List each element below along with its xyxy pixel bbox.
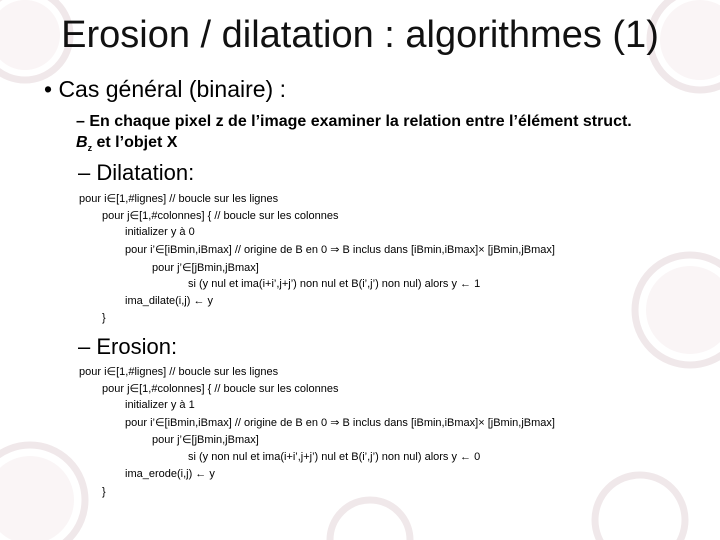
erosion-line: ima_erode(i,j) ← y — [125, 468, 215, 480]
bullet-general-case: • Cas général (binaire) : — [44, 76, 286, 102]
dilatation-line: ima_dilate(i,j) ← y — [125, 295, 214, 307]
object-x-text: et l’objet X — [92, 134, 178, 151]
slide-title: Erosion / dilatation : algorithmes (1) — [61, 14, 659, 56]
erosion-line: } — [102, 486, 106, 498]
b-symbol: B — [76, 134, 88, 151]
dilatation-line: si (y nul et ima(i+i’,j+j’) non nul et B(i’,j’) non nul) alors y ← 1 — [188, 278, 481, 290]
erosion-line: pour i’∈[iBmin,iBmax] // origine de B en 0 ⇒ B inclus dans [iBmin,iBmax]× [jBmin,jBmax] — [125, 417, 555, 429]
dilatation-line: pour i∈[1,#lignes] // boucle sur les lignes — [79, 193, 279, 205]
dilatation-line: pour j’∈[jBmin,jBmax] — [152, 262, 259, 274]
erosion-line: pour i∈[1,#lignes] // boucle sur les lignes — [79, 366, 279, 378]
erosion-heading: – Erosion: — [78, 334, 178, 359]
z-subscript: z — [87, 143, 93, 154]
sub-bullet-line2 — [76, 134, 177, 153]
dilatation-line: initializer y à 0 — [125, 226, 195, 238]
dilatation-line: pour i’∈[iBmin,iBmax] // origine de B en 0 ⇒ B inclus dans [iBmin,iBmax]× [jBmin,jBmax] — [125, 244, 555, 256]
erosion-line: initializer y à 1 — [125, 399, 195, 411]
dilatation-heading: – Dilatation: — [78, 160, 195, 185]
erosion-line: pour j’∈[jBmin,jBmax] — [152, 434, 259, 446]
dilatation-line: pour j∈[1,#colonnes] { // boucle sur les colonnes — [102, 210, 339, 222]
sub-bullet-line1: – En chaque pixel z de l’image examiner la relation entre l’élément struct. — [76, 113, 632, 130]
dilatation-line: } — [102, 312, 106, 324]
erosion-line: si (y non nul et ima(i+i’,j+j’) nul et B(i’,j’) non nul) alors y ← 0 — [188, 451, 481, 463]
erosion-line: pour j∈[1,#colonnes] { // boucle sur les colonnes — [102, 383, 339, 395]
